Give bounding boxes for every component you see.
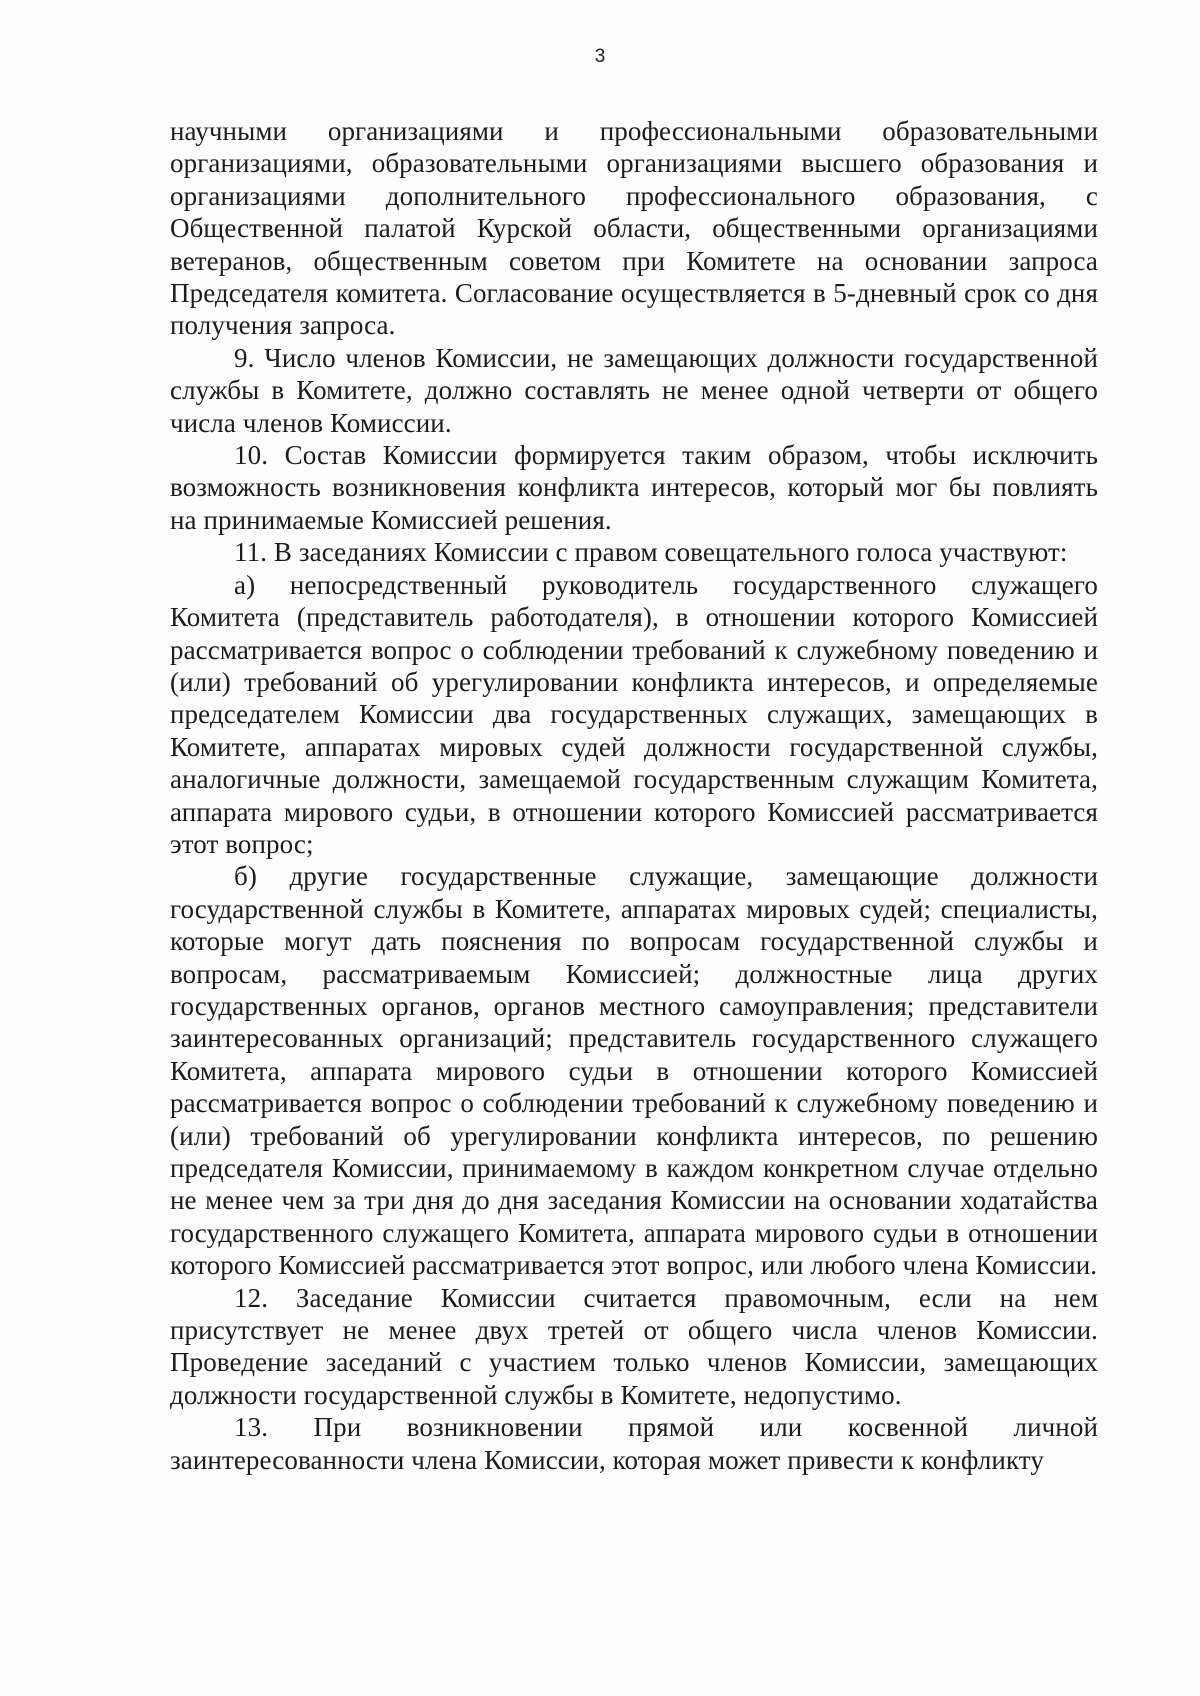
paragraph-continuation: научными организациями и профессиональными образовательными организациями, образовательными организациями высшего образования и организациями дополнительного профессионального образования, с Общественной палатой Курской области, общественными организациями ветеранов, общественным советом при Комитете на основании запроса Председателя комитета. Согласование осуществляется в 5-дневный срок со дня получения запроса. [170, 116, 1098, 341]
paragraph-10: 10. Состав Комиссии формируется таким образом, чтобы исключить возможность возникновения конфликта интересов, который мог бы повлиять на принимаемые Комиссией решения. [170, 440, 1098, 535]
document-body [170, 115, 1098, 1476]
paragraph-9: 9. Число членов Комиссии, не замещающих должности государственной службы в Комитете, должно составлять не менее одной четверти от общего числа членов Комиссии. [170, 342, 1098, 438]
paragraph-11: 11. В заседаниях Комиссии с правом совещательного голоса участвуют: [234, 537, 1068, 568]
paragraph-13: 13. При возникновении прямой или косвенной личной заинтересованности члена Комиссии, которая может привести к конфликту [170, 1412, 1098, 1475]
page-number: 3 [594, 46, 606, 67]
paragraph-11-a: а) непосредственный руководитель государственного служащего Комитета (представитель работодателя), в отношении которого Комиссией рассматривается вопрос о соблюдении требований к служебному поведению и (или) требований об урегулировании конфликта интересов, и определяемые председателем Комиссии два государственных служащих, замещающих в Комитете, аппаратах мировых судей должности государственной службы, аналогичные должности, замещаемой государственным служащим Комитета, аппарата мирового судьи, в отношении которого Комиссией рассматривается этот вопрос; [170, 569, 1098, 859]
paragraph-11-b: б) другие государственные служащие, замещающие должности государственной службы в Комитете, аппаратах мировых судей; специалисты, которые могут дать пояснения по вопросам государственной службы и вопросам, рассматриваемым Комиссией; должностные лица других государственных органов, органов местного самоуправления; представители заинтересованных организаций; представитель государственного служащего Комитета, аппарата мирового судьи в отношении которого Комиссией рассматривается вопрос о соблюдении требований к служебному поведению и (или) требований об урегулировании конфликта интересов, по решению председателя Комиссии, принимаемому в каждом конкретном случае отдельно не менее чем за три дня до дня заседания Комиссии на основании ходатайства государственного служащего Комитета, аппарата мирового судьи в отношении которого Комиссией рассматривается этот вопрос, или любого члена Комиссии. [170, 861, 1098, 1281]
paragraph-12: 12. Заседание Комиссии считается правомочным, если на нем присутствует не менее двух третей от общего числа членов Комиссии. Проведение заседаний с участием только членов Комиссии, замещающих должности государственной службы в Комитете, недопустимо. [170, 1282, 1098, 1410]
